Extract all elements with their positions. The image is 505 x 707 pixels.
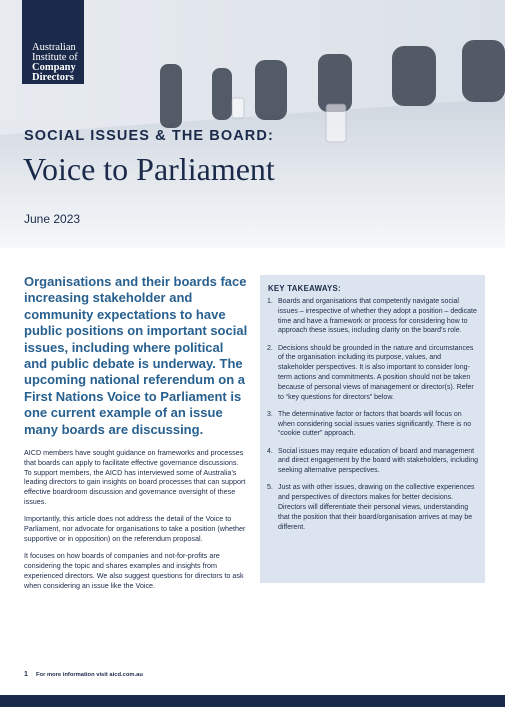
body-paragraph: Importantly, this article does not address the detail of the Voice to Parliament, nor advocate for organisations to take a position (whether supportive or in opposition) on the referendum proposal. <box>24 514 246 543</box>
aicd-logo[interactable] <box>22 0 84 84</box>
key-takeaways-title: KEY TAKEAWAYS: <box>268 284 341 293</box>
takeaway-item <box>267 344 479 403</box>
footer-link-text[interactable]: For more information visit aicd.com.au <box>36 672 143 678</box>
takeaways-list <box>267 297 479 540</box>
lead-paragraph: Organisations and their boards face increasing stakeholder and community expectations to have public positions on important social issues, including where political and public debate is underway. The upcoming national referendum on a First Nations Voice to Parliament is one current example of an issue many boards are discussing. <box>24 274 248 437</box>
takeaway-item <box>267 447 479 476</box>
body-paragraph: AICD members have sought guidance on frameworks and processes that boards can apply to facilitate effective governance discussions. To support members, the AICD has interviewed some of Australia’s leading directors to gain insights on board processes that can support effective boardroom discussion and governance oversight of these issues. <box>24 448 246 506</box>
takeaway-text: The determinative factor or factors that boards will focus on when considering social issues varies significantly. There is no “cookie cutter” approach. <box>278 410 472 438</box>
page-title: Voice to Parliament <box>23 151 275 187</box>
takeaway-number: 3. <box>267 410 273 418</box>
takeaway-text: Boards and organisations that competently navigate social issues – irrespective of whether they adopt a position – dedicate time and have a framework or process for considering how to approach these issues, including clarity on the board’s role. <box>278 298 477 335</box>
takeaway-item <box>267 297 479 336</box>
takeaway-text: Decisions should be grounded in the nature and circumstances of the organisation including its purpose, values, and stakeholder perspectives. It is also important to consider long-term actions and commitments. A position should not be taken because of personal views of management or director(s). Refer to “key questions for directors” below. <box>278 344 474 401</box>
body-paragraph: It focuses on how boards of companies and not-for-profits are considering the topic and shares examples and insights from experienced directors. We also suggest questions for directors to ask when considering an issue like the Voice. <box>24 551 244 590</box>
body-text <box>24 448 246 598</box>
takeaway-item <box>267 410 479 439</box>
publish-date: June 2023 <box>24 212 81 226</box>
series-kicker: SOCIAL ISSUES & THE BOARD: <box>24 128 274 144</box>
takeaway-number: 1. <box>267 298 273 305</box>
logo-line-1: Australian <box>32 42 76 53</box>
takeaway-number: 2. <box>267 344 273 352</box>
key-takeaways-box <box>260 275 485 583</box>
takeaway-number: 5. <box>267 484 273 492</box>
logo-line-4: Directors <box>32 72 74 83</box>
takeaway-text: Social issues may require education of board and management and direct engagement by the board with stakeholders, including seeking alternative perspectives. <box>278 447 479 475</box>
footer-bar <box>0 695 505 707</box>
takeaway-text: Just as with other issues, drawing on the collective experiences and perspectives of directors makes for better decisions. Directors will differentiate their personal views, understanding that the position that their board/organisation arrives at may be different. <box>278 484 475 531</box>
takeaway-number: 4. <box>267 447 273 455</box>
logo-line-2: Institute of <box>32 52 78 63</box>
logo-line-3: Company <box>32 62 76 73</box>
takeaway-item <box>267 483 479 532</box>
hero-banner <box>0 0 505 248</box>
page-number: 1 <box>24 671 28 678</box>
